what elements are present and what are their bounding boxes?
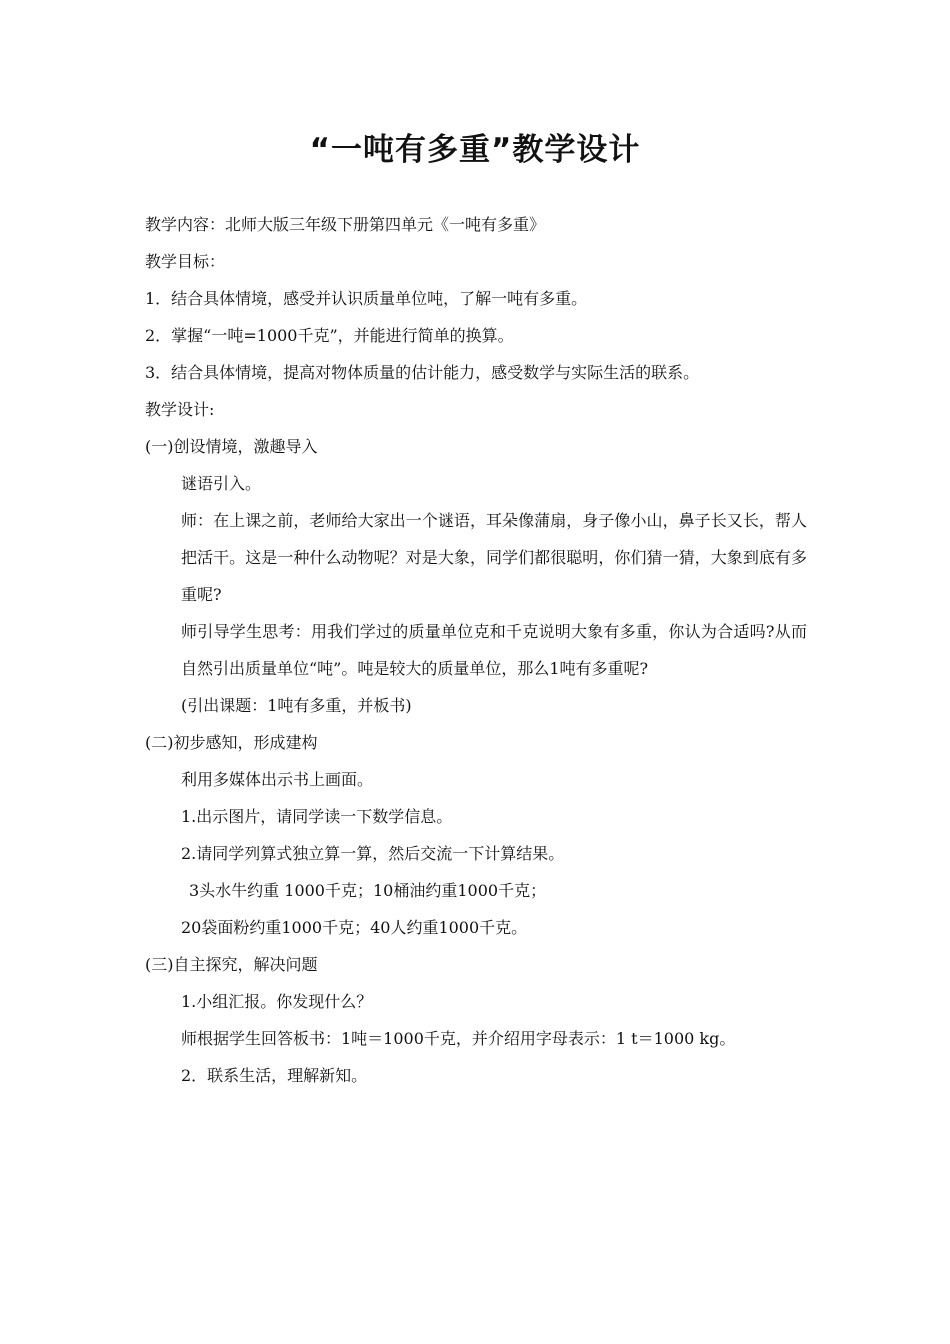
paragraph: 师根据学生回答板书：1吨＝1000千克，并介绍用字母表示：1 t＝1000 kg。 <box>181 1029 736 1048</box>
paragraph: 师引导学生思考：用我们学过的质量单位克和千克说明大象有多重，你认为合适吗?从而自然引出质量单位“吨”。吨是较大的质量单位，那么1吨有多重呢? <box>181 622 807 678</box>
section-heading: (三)自主探究，解决问题 <box>145 955 318 974</box>
paragraph: 1.出示图片，请同学读一下数学信息。 <box>181 807 453 826</box>
section-heading: (一)创设情境，激趣导入 <box>145 437 318 456</box>
goal-item: 2．掌握“一吨=1000千克”，并能进行简单的换算。 <box>145 326 514 345</box>
document-title: “一吨有多重”教学设计 <box>309 132 641 168</box>
paragraph: 1.小组汇报。你发现什么？ <box>181 992 373 1011</box>
teaching-design-heading: 教学设计: <box>145 400 215 419</box>
teaching-content: 教学内容：北师大版三年级下册第四单元《一吨有多重》 <box>145 215 546 234</box>
goal-item: 3．结合具体情境，提高对物体质量的估计能力，感受数学与实际生活的联系。 <box>145 363 700 382</box>
paragraph: (引出课题：1吨有多重，并板书) <box>181 696 412 715</box>
section-heading: (二)初步感知，形成建构 <box>145 733 318 752</box>
document-body <box>145 206 807 1094</box>
paragraph: 3头水牛约重 1000千克；10桶油约重1000千克； <box>189 881 547 900</box>
goal-item: 1．结合具体情境，感受并认识质量单位吨，了解一吨有多重。 <box>145 289 588 308</box>
paragraph: 利用多媒体出示书上画面。 <box>181 770 374 789</box>
paragraph: 师：在上课之前，老师给大家出一个谜语，耳朵像蒲扇，身子像小山，鼻子长又长，帮人把活干。这是一种什么动物呢？对是大象，同学们都很聪明，你们猜一猜，大象到底有多重呢? <box>181 511 807 604</box>
paragraph: 20袋面粉约重1000千克；40人约重1000千克。 <box>181 918 528 937</box>
paragraph: 2.请同学列算式独立算一算，然后交流一下计算结果。 <box>181 844 565 863</box>
paragraph: 2．联系生活，理解新知。 <box>181 1066 368 1085</box>
paragraph: 谜语引入。 <box>181 474 262 493</box>
teaching-goals-heading: 教学目标： <box>145 252 226 271</box>
